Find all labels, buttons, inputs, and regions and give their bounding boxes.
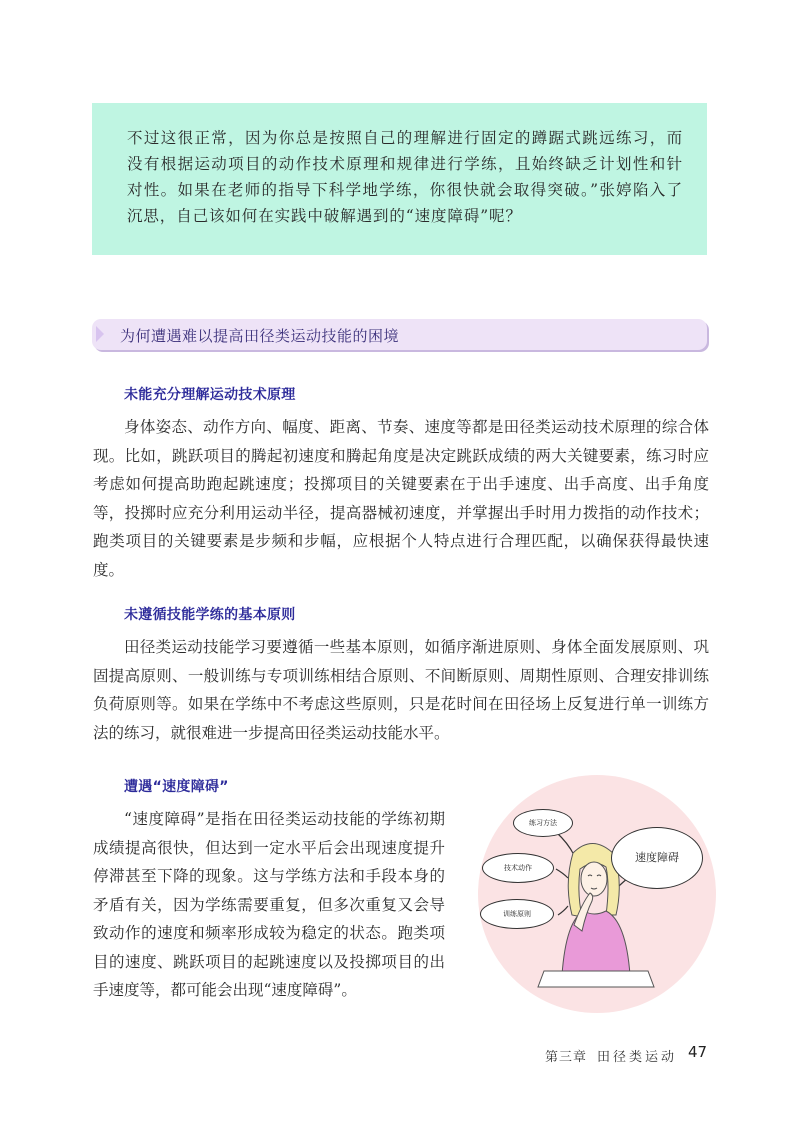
subheading-speed-barrier: 遭遇“速度障碍” — [124, 779, 229, 795]
footer-title: 田径类运动 — [597, 1050, 678, 1065]
paragraph-principles: 田径类运动技能学习要遵循一些基本原则，如循序渐进原则、身体全面发展原则、巩固提高原则、一般训练与专项训练相结合原则、不间断原则、周期性原则、合理安排训练负荷原则等。如果在学练中不考虑这些原则，只是花时间在田径场上反复进行单一训练方法的练习，就很难进一步提高田径类运动技能水平。 — [93, 638, 709, 742]
paragraph-speed-barrier: “速度障碍”是指在田径类运动技能的学练初期成绩提高很快，但达到一定水平后会出现速度提升停滞甚至下降的现象。这与学练方法和手段本身的矛盾有关，因为学练需要重复，但多次重复又会导致动作的速度和频率形成较为稳定的状态。跑类项目的速度、跳跃项目的起跳速度以及投掷项目的出手速度等，都可能会出现“速度障碍”。 — [93, 810, 445, 999]
subheading-principles: 未遵循技能学练的基本原则 — [124, 607, 296, 623]
footer-chapter: 第三章 — [545, 1050, 588, 1065]
story-text: 不过这很正常，因为你总是按照自己的理解进行固定的蹲踞式跳远练习，而没有根据运动项目的动作技术原理和规律进行学练，且始终缺乏计划性和针对性。如果在老师的指导下科学地学练，你很快就会取得突破。”张婷陷入了沉思，自己该如何在实践中破解遇到的“速度障碍”呢？ — [127, 129, 683, 225]
illustration — [478, 775, 716, 1013]
thought-bubble-speed-barrier: 速度障碍 — [611, 827, 703, 889]
thinking-girl-illustration — [478, 775, 716, 1013]
story-box — [92, 103, 707, 255]
page-number: 47 — [688, 1043, 708, 1061]
thought-bubble-principles: 训练原则 — [480, 899, 554, 929]
thought-bubble-technique: 技术动作 — [482, 853, 554, 883]
paragraph-technique: 身体姿态、动作方向、幅度、距离、节奏、速度等都是田径类运动技术原理的综合体现。比如，跳跃项目的腾起初速度和腾起角度是决定跳跃成绩的两大关键要素，练习时应考虑如何提高助跑起跳速度；投掷项目的关键要素在于出手速度、出手高度、出手角度等，投掷时应充分利用运动半径，提高器械初速度，并掌握出手时用力拨指的动作技术；跑类项目的关键要素是步频和步幅，应根据个人特点进行合理匹配，以确保获得最快速度。 — [93, 418, 709, 579]
subheading-technique: 未能充分理解运动技术原理 — [124, 387, 296, 403]
section-banner — [92, 319, 707, 350]
section-title: 为何遭遇难以提高田径类运动技能的困境 — [120, 327, 400, 345]
thought-bubble-method: 练习方法 — [513, 809, 573, 837]
banner-notch-icon — [96, 326, 104, 342]
